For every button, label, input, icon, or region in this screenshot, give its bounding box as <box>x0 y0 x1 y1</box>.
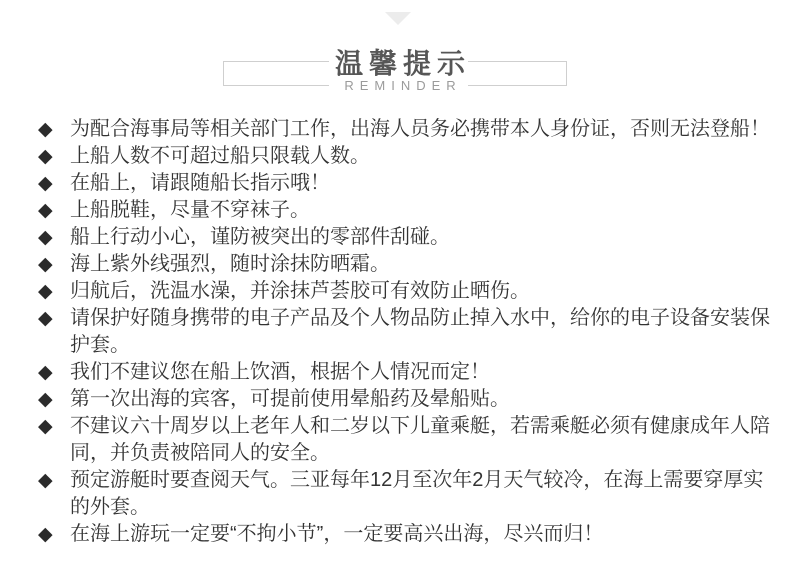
tip-item <box>38 170 770 197</box>
tip-text: 上船脱鞋，尽量不穿袜子。 <box>70 199 310 221</box>
diamond-bullet-icon: ◆ <box>38 119 53 140</box>
tip-text: 第一次出海的宾客，可提前使用晕船药及晕船贴。 <box>70 388 510 410</box>
tip-item <box>38 278 770 305</box>
tip-item <box>38 251 770 278</box>
tip-item <box>38 116 770 143</box>
tip-text: 归航后，洗温水澡，并涂抹芦荟胶可有效防止晒伤。 <box>70 280 530 302</box>
tip-text: 预定游艇时要查阅天气。三亚每年12月至次年2月天气较冷，在海上需要穿厚实的外套。 <box>70 469 764 518</box>
page-title: 温馨提示 <box>334 48 471 79</box>
diamond-bullet-icon: ◆ <box>38 281 53 302</box>
tip-text: 船上行动小心，谨防被突出的零部件刮碰。 <box>70 226 450 248</box>
diamond-bullet-icon: ◆ <box>38 470 53 491</box>
tip-item <box>38 467 770 521</box>
tip-item <box>38 197 770 224</box>
tip-text: 为配合海事局等相关部门工作，出海人员务必携带本人身份证，否则无法登船！ <box>70 118 770 140</box>
tip-text: 不建议六十周岁以上老年人和二岁以下儿童乘艇，若需乘艇必须有健康成年人陪同，并负责被陪同人的安全。 <box>70 415 770 464</box>
tip-item <box>38 143 770 170</box>
diamond-bullet-icon: ◆ <box>38 308 53 329</box>
page-header <box>0 0 800 110</box>
tip-item <box>38 413 770 467</box>
page-subtitle: REMINDER <box>344 78 462 93</box>
tip-text: 在海上游玩一定要“不拘小节”，一定要高兴出海，尽兴而归！ <box>70 523 604 545</box>
diamond-bullet-icon: ◆ <box>38 227 53 248</box>
tip-text: 我们不建议您在船上饮酒，根据个人情况而定！ <box>70 361 490 383</box>
tip-text: 上船人数不可超过船只限载人数。 <box>70 145 370 167</box>
tip-item <box>38 305 770 359</box>
tip-item <box>38 521 770 548</box>
tip-item <box>38 224 770 251</box>
tip-item <box>38 386 770 413</box>
diamond-bullet-icon: ◆ <box>38 416 53 437</box>
diamond-bullet-icon: ◆ <box>38 200 53 221</box>
tip-text: 请保护好随身携带的电子产品及个人物品防止掉入水中，给你的电子设备安装保护套。 <box>70 307 770 356</box>
tip-text: 海上紫外线强烈，随时涂抹防晒霜。 <box>70 253 390 275</box>
diamond-bullet-icon: ◆ <box>38 173 53 194</box>
diamond-bullet-icon: ◆ <box>38 389 53 410</box>
diamond-bullet-icon: ◆ <box>38 362 53 383</box>
diamond-bullet-icon: ◆ <box>38 254 53 275</box>
diamond-bullet-icon: ◆ <box>38 524 53 545</box>
tip-item <box>38 359 770 386</box>
diamond-bullet-icon: ◆ <box>38 146 53 167</box>
tips-list <box>38 116 770 548</box>
tip-text: 在船上，请跟随船长指示哦！ <box>70 172 330 194</box>
